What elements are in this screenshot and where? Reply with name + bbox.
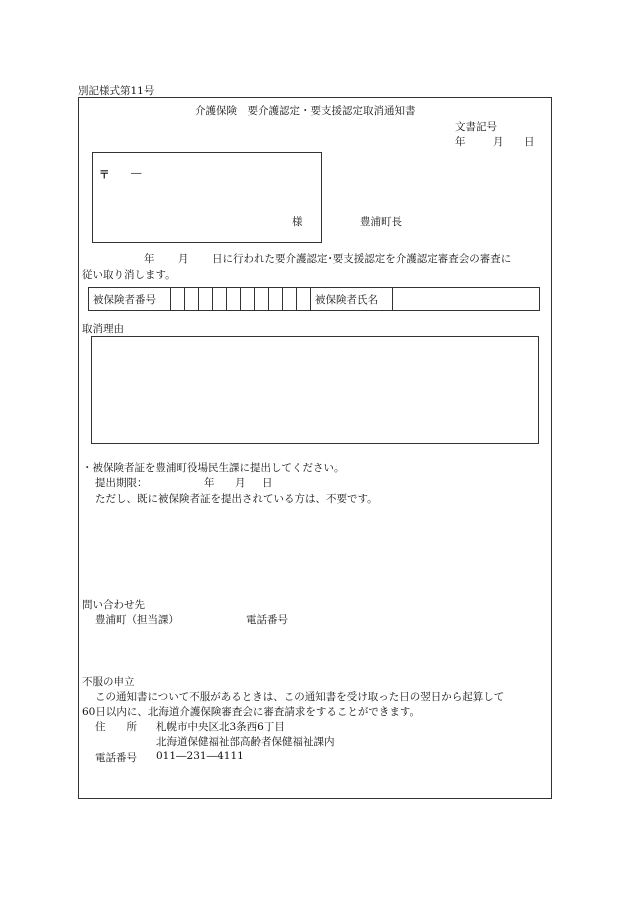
submit-note: ただし、既に被保険者証を提出されている方は、不要です。 — [95, 493, 378, 505]
insured-name-label: 被保険者氏名 — [311, 288, 393, 311]
insured-number-digit[interactable] — [297, 288, 311, 311]
appeal-address1: 札幌市中央区北3条西6丁目 — [156, 721, 285, 733]
appeal-phone-label: 電話番号 — [95, 752, 137, 764]
appeal-phone: 011―231―4111 — [156, 750, 244, 762]
notice-year: 年 — [144, 253, 155, 265]
contact-office: 豊浦町（担当課） — [95, 614, 179, 626]
doc-number-label: 文書記号 — [455, 121, 497, 133]
document-title: 介護保険 要介護認定・要支援認定取消通知書 — [195, 105, 416, 117]
deadline-month: 月 — [235, 477, 246, 489]
deadline-day: 日 — [262, 477, 273, 489]
notice-line2: 従い取り消します。 — [82, 269, 176, 281]
date-year: 年 — [455, 136, 466, 148]
deadline-label: 提出期限： — [95, 477, 148, 489]
notice-line1: 日に行われた要介護認定･要支援認定を介護認定審査会の審査に — [212, 253, 512, 265]
date-day: 日 — [524, 136, 535, 148]
reason-label: 取消理由 — [82, 323, 124, 335]
insured-id-table — [88, 287, 540, 311]
contact-phone-label: 電話番号 — [246, 614, 288, 626]
issuer-mayor: 豊浦町長 — [360, 216, 402, 228]
insured-number-digit[interactable] — [269, 288, 283, 311]
postal-mark: 〒 — [99, 169, 110, 181]
notice-month: 月 — [178, 253, 189, 265]
insured-number-label: 被保険者番号 — [89, 288, 171, 311]
insured-number-digit[interactable] — [227, 288, 241, 311]
appeal-line1: この通知書について不服があるときは、この通知書を受け取った日の翌日から起算して — [95, 691, 505, 703]
insured-number-digit[interactable] — [213, 288, 227, 311]
date-month: 月 — [493, 136, 504, 148]
insured-number-digit[interactable] — [241, 288, 255, 311]
insured-number-digit[interactable] — [171, 288, 185, 311]
reason-box[interactable] — [91, 336, 539, 444]
deadline-year: 年 — [204, 477, 215, 489]
honorific-sama: 様 — [292, 216, 303, 228]
insured-number-digit[interactable] — [283, 288, 297, 311]
insured-number-digit[interactable] — [255, 288, 269, 311]
insured-number-digit[interactable] — [199, 288, 213, 311]
postal-dash: ― — [131, 167, 142, 179]
address-box — [92, 152, 322, 243]
appeal-address-label: 住 所 — [95, 721, 137, 733]
submit-instruction: ・被保険者証を豊浦町役場民生課に提出してください。 — [82, 462, 345, 474]
insured-number-digit[interactable] — [185, 288, 199, 311]
appeal-heading: 不服の申立 — [82, 676, 135, 688]
insured-name-field[interactable] — [393, 288, 540, 311]
form-label: 別記様式第11号 — [78, 85, 155, 97]
appeal-line2: 60日以内に、北海道介護保険審査会に審査請求をすることができます。 — [82, 706, 421, 718]
appeal-address2: 北海道保健福祉部高齢者保健福祉課内 — [156, 736, 335, 748]
contact-heading: 問い合わせ先 — [82, 599, 145, 611]
